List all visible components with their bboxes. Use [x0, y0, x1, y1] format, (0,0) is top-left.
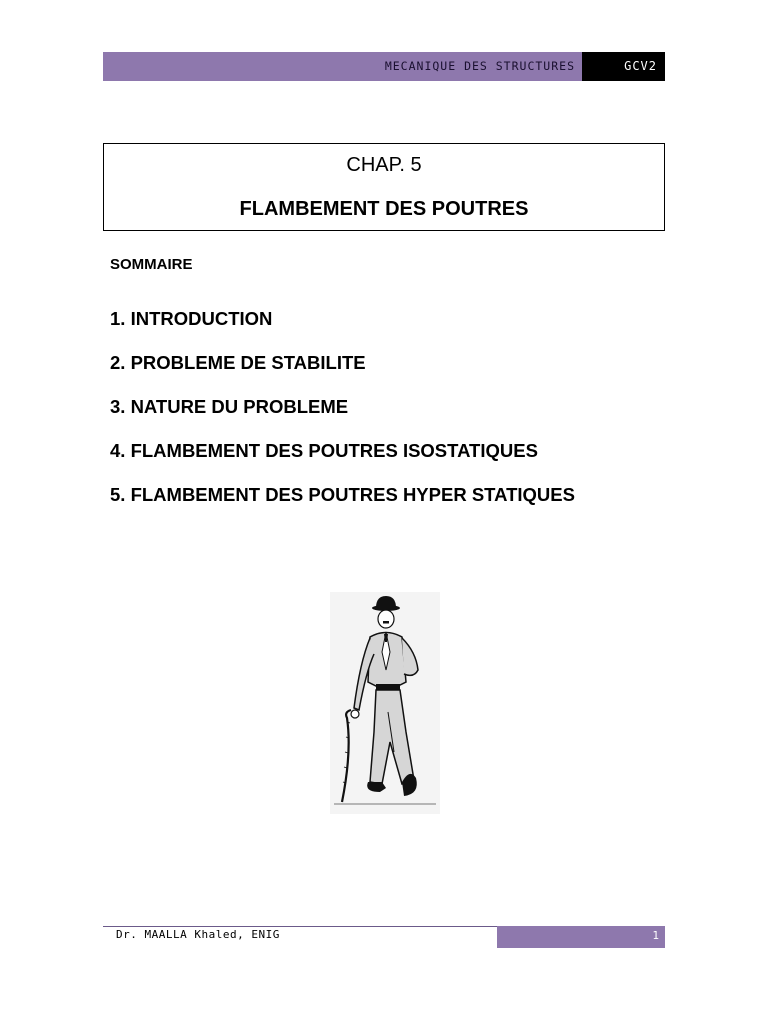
- chapter-number: CHAP. 5: [346, 154, 422, 176]
- course-code: GCV2: [582, 52, 665, 81]
- course-title: MECANIQUE DES STRUCTURES: [384, 59, 575, 73]
- toc-item: 4. FLAMBEMENT DES POUTRES ISOSTATIQUES: [110, 440, 538, 461]
- toc-item: 2. PROBLEME DE STABILITE: [110, 352, 366, 373]
- toc-item: 3. NATURE DU PROBLEME: [110, 396, 349, 417]
- toc-item: 1. INTRODUCTION: [110, 308, 273, 329]
- chapter-title-box: [103, 143, 665, 231]
- chapter-title: FLAMBEMENT DES POUTRES: [239, 198, 529, 220]
- footer-author: Dr. MAALLA Khaled, ENIG: [116, 928, 280, 941]
- summary-heading: SOMMAIRE: [110, 256, 193, 273]
- page-number: 1: [652, 929, 659, 942]
- toc-item: 5. FLAMBEMENT DES POUTRES HYPER STATIQUES: [110, 484, 575, 505]
- man-leaning-on-bent-cane-illustration: [330, 592, 440, 814]
